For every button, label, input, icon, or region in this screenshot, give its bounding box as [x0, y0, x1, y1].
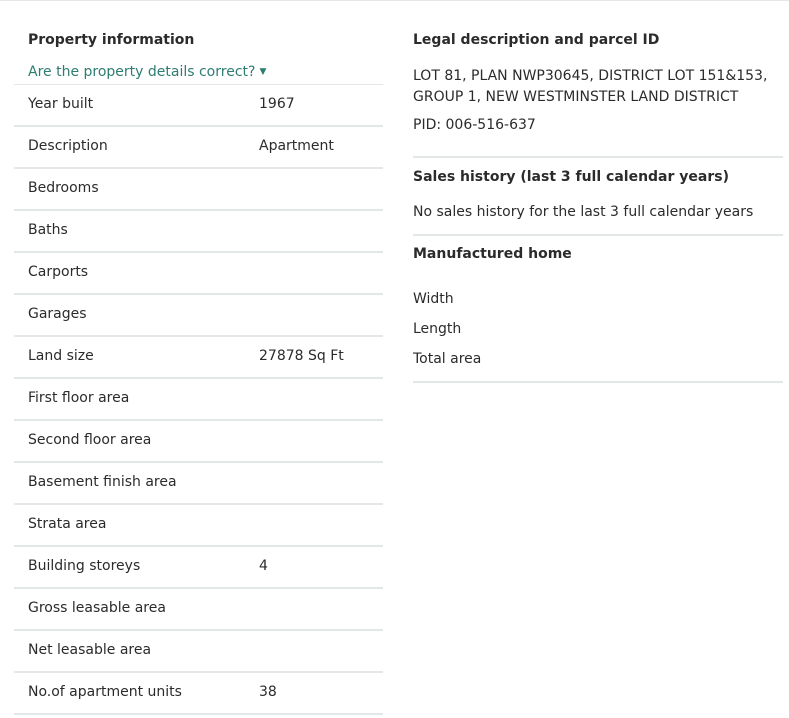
- row-label: Net leasable area: [28, 642, 152, 658]
- legal-description-line-1: LOT 81, PLAN NWP30645, DISTRICT LOT 151&153,: [413, 68, 768, 84]
- row-strata-area: [14, 505, 383, 547]
- property-details-correct-link[interactable]: [28, 64, 266, 80]
- sales-history-text: No sales history for the last 3 full calendar years: [413, 204, 754, 220]
- caret-down-icon: ▼: [259, 67, 267, 77]
- row-gross-leasable-area: [14, 589, 383, 631]
- row-label: Bedrooms: [28, 180, 99, 196]
- sales-history-title: Sales history (last 3 full calendar years): [413, 169, 729, 185]
- manufactured-home-length: Length: [413, 321, 462, 337]
- manufactured-home-title: Manufactured home: [413, 246, 572, 262]
- row-label: Basement finish area: [28, 474, 177, 490]
- row-label: Strata area: [28, 516, 107, 532]
- row-label: Carports: [28, 264, 89, 280]
- row-baths: [14, 211, 383, 253]
- row-basement-finish-area: [14, 463, 383, 505]
- row-label: Building storeys: [28, 558, 141, 574]
- row-label: Second floor area: [28, 432, 152, 448]
- row-description: [14, 127, 383, 169]
- divider: [413, 381, 783, 383]
- row-label: Year built: [28, 96, 94, 112]
- row-value: 38: [259, 684, 277, 700]
- property-details-table: [14, 85, 383, 715]
- row-value: 4: [259, 558, 268, 574]
- row-garages: [14, 295, 383, 337]
- row-label: No.of apartment units: [28, 684, 182, 700]
- row-building-storeys: [14, 547, 383, 589]
- row-label: Garages: [28, 306, 87, 322]
- row-label: Baths: [28, 222, 68, 238]
- manufactured-home-total-area: Total area: [413, 351, 482, 367]
- row-label: Land size: [28, 348, 94, 364]
- property-details-link-text: Are the property details correct?: [28, 64, 256, 80]
- row-net-leasable-area: [14, 631, 383, 673]
- row-value: Apartment: [259, 138, 334, 154]
- legal-description-title: Legal description and parcel ID: [413, 32, 660, 48]
- row-label: First floor area: [28, 390, 130, 406]
- row-apartment-units: [14, 673, 383, 715]
- divider: [413, 234, 783, 236]
- manufactured-home-width: Width: [413, 291, 454, 307]
- row-value: 1967: [259, 96, 295, 112]
- property-information-title: Property information: [28, 32, 195, 48]
- row-label: Gross leasable area: [28, 600, 166, 616]
- row-label: Description: [28, 138, 108, 154]
- row-bedrooms: [14, 169, 383, 211]
- top-divider: [0, 0, 789, 1]
- row-year-built: [14, 85, 383, 127]
- row-second-floor-area: [14, 421, 383, 463]
- row-land-size: [14, 337, 383, 379]
- divider: [413, 156, 783, 158]
- row-carports: [14, 253, 383, 295]
- row-value: 27878 Sq Ft: [259, 348, 344, 364]
- row-first-floor-area: [14, 379, 383, 421]
- legal-description-line-2: GROUP 1, NEW WESTMINSTER LAND DISTRICT: [413, 89, 739, 105]
- parcel-id: PID: 006-516-637: [413, 117, 536, 133]
